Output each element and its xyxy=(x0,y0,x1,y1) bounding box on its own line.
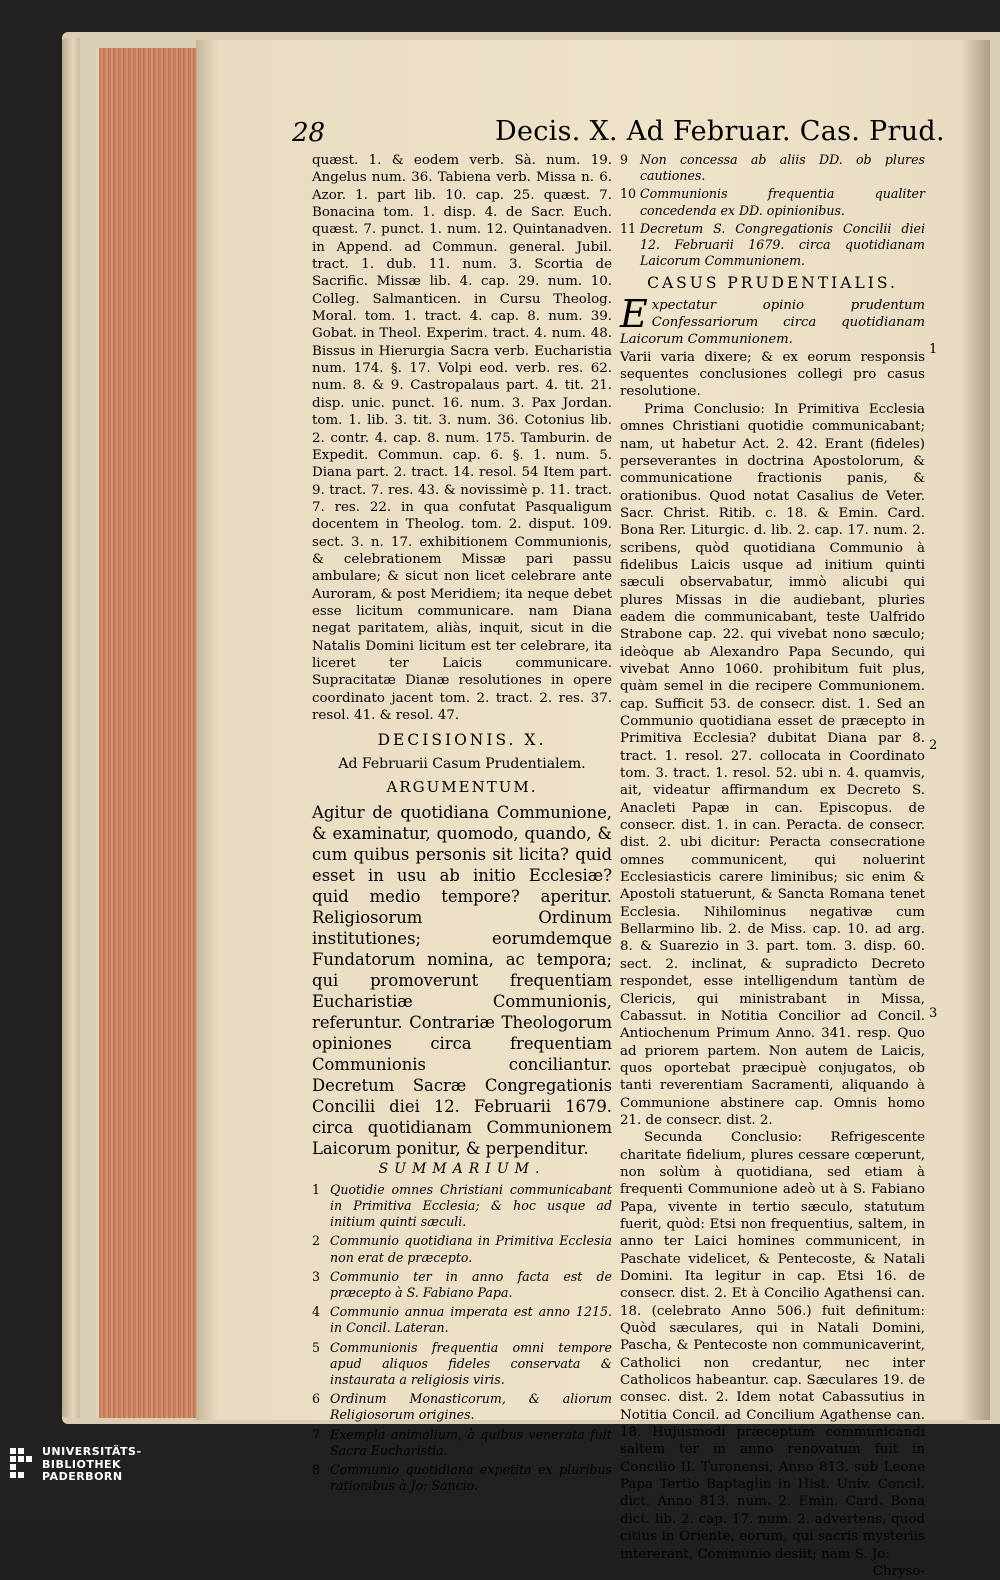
summary-item: 10 Communionis frequentia qualiter concedenda ex DD. opinionibus. xyxy=(620,186,925,218)
margin-number: 2 xyxy=(929,738,938,753)
page-number: 28 xyxy=(292,118,326,148)
summary-item: 7 Exempla animalium, à quibus venerata fuit Sacra Eucharistia. xyxy=(312,1426,612,1458)
summary-item: 6 Ordinum Monasticorum, & aliorum Religiosorum origines. xyxy=(312,1391,612,1423)
summary-item: 11 Decretum S. Congregationis Concilii diei 12. Februarii 1679. circa quotidianam Laicorum Communionem. xyxy=(620,220,925,269)
argument-heading: ARGUMENTUM. xyxy=(386,778,538,797)
margin-number: 1 xyxy=(929,342,938,357)
running-head: Decis. X. Ad Februar. Cas. Prud. xyxy=(495,116,945,147)
prima-conclusio: Prima Conclusio: In Primitiva Ecclesia omnes Christiani quotidie communicabant; nam, ut habetur Act. 2. 42. Erant (fideles) perseverantes in doctrina Apostolorum, & communicatione fractionis panis, & orationibus. Quod notat Casalius de Veter. Sacr. Christ. Ritib. c. 18. & Emin. Card. Bona Rer. Liturgic. d. lib. 2. cap. 17. num. 2. scribens, quòd quotidiana Communio à fidelibus Laicis usque ad initium quinti sæculi observabatur, immò alicubi qui plures Missas in die audiebant, pluries eadem die communicabant, teste Ualfrido Strabone cap. 22. qui vivebat nono sæculo; ideòque ab Alexandro Papa Secundo, qui vivebat Anno 1060. prohibitum fuit plus, quàm semel in die recipere Communionem. cap. Sufficit 53. de consecr. dist. 1. Sed an Communio quotidiana esset de præcepto in Primitiva Ecclesia? dubitat Diana par 8. tract. 1. resol. 27. collocata in Coordinato tom. 3. tract. 1. resol. 52. ubi n. 4. quamvis, ait, videatur affirmandum ex Decreto S. Anacleti Papæ in can. Episcopus. de consecr. dist. 1. in can. Peracta. de consecr. dist. 2. ubi dicitur: Peracta consecratione omnes communicent, qui noluerint Ecclesiasticis carere liminibus; sic enim & Apostoli statuerunt, & Sancta Romana tenet Ecclesia. Nihilominus negativæ cum Bellarmino lib. 2. de Miss. cap. 10. ad arg. 8. & Suarezio in 3. part. tom. 3. disp. 60. sect. 2. inclinat, & supradicto Decreto respondet, esse intelligendum tantùm de Clericis, qui ministrabant in Missa, Cabassut. in Notitia Concilior ad Concil. Antiochenum Primum Anno. 341. resp. Quo ad priorem partem. Non autem de Laicis, quos oportebat præcipuè conjugatos, ob tanti reverentiam Sacramenti, aliquando à Communione abstinere cap. Omnis homo 21. de consecr. dist. 2. xyxy=(620,401,925,1128)
decision-heading: DECISIONIS. X. xyxy=(377,731,547,750)
library-logo xyxy=(8,1446,142,1496)
intro-paragraph: Varii varia dixere; & ex eorum responsis sequentes conclusiones collegi pro casus resolutione. xyxy=(620,349,925,400)
left-column xyxy=(312,152,612,1497)
summary-item: 1 Quotidie omnes Christiani communicabant in Primitiva Ecclesia; & hoc usque ad initium quinti sæculi. xyxy=(312,1181,612,1230)
summary-item: 3 Communio ter in anno facta est de præcepto à S. Fabiano Papa. xyxy=(312,1268,612,1300)
decision-subheading: Ad Februarii Casum Prudentialem. xyxy=(338,755,586,772)
library-logo-icon xyxy=(8,1446,36,1496)
cover-edge xyxy=(62,38,80,1418)
catchword: Chryso- xyxy=(872,1563,925,1579)
summary-heading: SUMMARIUM. xyxy=(378,1161,546,1178)
argument-text: Agitur de quotidiana Communione, & examinatur, quomodo, quando, & cum quibus personis sit licita? quid esset in usu ab initio Ecclesiæ? quid medio tempore? aperitur. Religiosorum Ordinum institutiones; eorumdemque Fundatorum nomina, ac tempora; qui promoverunt frequentiam Eucharistiæ Communionis, referuntur. Contrariæ Theologorum opiniones circa frequentiam Communionis conciliantur. Decretum Sacræ Congregationis Concilii diei 12. Februarii 1679. circa quotidianam Communionem Laicorum ponitur, & perpenditur. xyxy=(312,803,612,1159)
summary-item: 8 Communio quotidiana expetita ex pluribus rationibus à Jo: Sancio. xyxy=(312,1461,612,1494)
summary-list xyxy=(312,1182,612,1495)
right-column xyxy=(620,152,925,1580)
page-edges xyxy=(96,48,199,1418)
casus-heading: CASUS PRUDENTIALIS. xyxy=(647,274,898,293)
secunda-conclusio: Secunda Conclusio: Refrigescente charitate fidelium, plures cessare cœperunt, non solùm à quotidiana, sed etiam à frequenti Communione adeò ut à S. Fabiano Papa, vivente in tertio sæculo, statutum fuerit, quòd: Etsi non frequentius, saltem, in anno ter Laici homines communicent, in Paschate videlicet, & Pentecoste, & Natali Domini. Ita legitur in cap. Etsi 16. de consecr. dist. 2. Et à Concilio Agathensi can. 18. (celebrato Anno 506.) fuit definitum: Quòd sæculares, qui in Natali Domini, Pascha, & Pentecoste non communicaverint, Catholici non credantur, nec inter Catholicos habeantur. cap. Sæculares 19. de consec. dist. 2. Idem notat Cabassutius in Notitia Concil. ad Concilium Agathense can. 18. Hujusmodi præceptum communicandi saltem ter in anno renovatum fuit in Concilio II. Turonensi, Anno 813. sub Leone Papa Tertio Baptaglin in Hist. Univ. Concil. dict. Anno 813. num. 2. Emin. Card. Bona dict. lib. 2. cap. 17. num. 2. advertens, quod citius in Oriente, eorum, qui sacris mysteriis intererant, Communio desiit; nam S. Jo: xyxy=(620,1130,925,1562)
casus-statement: Expectatur opinio prudentum Confessariorum circa quotidianam Laicorum Communionem. xyxy=(620,291,925,348)
opening-paragraph: quæst. 1. & eodem verb. Sà. num. 19. Angelus num. 36. Tabiena verb. Missa n. 6. Azor. 1. part lib. 10. cap. 25. quæst. 7. Bonacina tom. 1. disp. 4. de Sacr. Euch. quæst. 7. punct. 1. num. 12. Quintanadven. in Append. ad Commun. general. Jubil. tract. 1. dub. 11. num. 3. Scortia de Sacrific. Missæ lib. 4. cap. 29. num. 10. Colleg. Salmanticen. in Cursu Theolog. Moral. tom. 1. tract. 4. cap. 8. num. 39. Gobat. in Theol. Experim. tract. 4. num. 48. Bissus in Hierurgia Sacra verb. Eucharistia num. 174. §. 17. Volpi eod. verb. res. 62. num. 8. & 9. Castropalaus part. 4. tit. 21. disp. unic. punct. 16. num. 3. Pax Jordan. tom. 1. lib. 3. tit. 3. num. 36. Cotonius lib. 2. contr. 4. cap. 8. num. 175. Tamburin. de Expedit. Commun. cap. 6. §. 1. num. 5. Diana part. 2. tract. 14. resol. 54 Item part. 9. tract. 7. res. 43. & novissimè p. 11. tract. 7. res. 22. in qua confutat Pasqualigum docentem in Theolog. tom. 2. disput. 109. sect. 3. n. 17. exhibitionem Communionis, & celebrationem Missæ pari passu ambulare; & sicut non licet celebrare ante Auroram, & post Meridiem; ita neque debet esse licitum communicare. nam Diana negat paritatem, aliàs, inquit, sicut in die Natalis Domini licitum est ter celebrare, ita liceret ter Laicis communicare. Supracitatæ Dianæ resolutiones in opere coordinato jacent tom. 2. tract. 2. res. 37. resol. 41. & resol. 47. xyxy=(312,153,612,723)
summary-item: 9 Non concessa ab aliis DD. ob plures cautiones. xyxy=(620,152,925,184)
library-logo-text: UNIVERSITÄTS- BIBLIOTHEK PADERBORN xyxy=(42,1445,142,1483)
summary-item: 5 Communionis frequentia omni tempore apud aliquos fideles conservata & instaurata a religiosis viris. xyxy=(312,1339,612,1387)
drop-cap: E xyxy=(620,291,648,336)
page-gutter-shadow xyxy=(960,40,990,1420)
summary-item: 2 Communio quotidiana in Primitiva Ecclesia non erat de præcepto. xyxy=(312,1233,612,1265)
summary-continued xyxy=(620,152,925,269)
margin-number: 3 xyxy=(929,1006,938,1021)
summary-item: 4 Communio annua imperata est anno 1215. in Concil. Lateran. xyxy=(312,1304,612,1336)
